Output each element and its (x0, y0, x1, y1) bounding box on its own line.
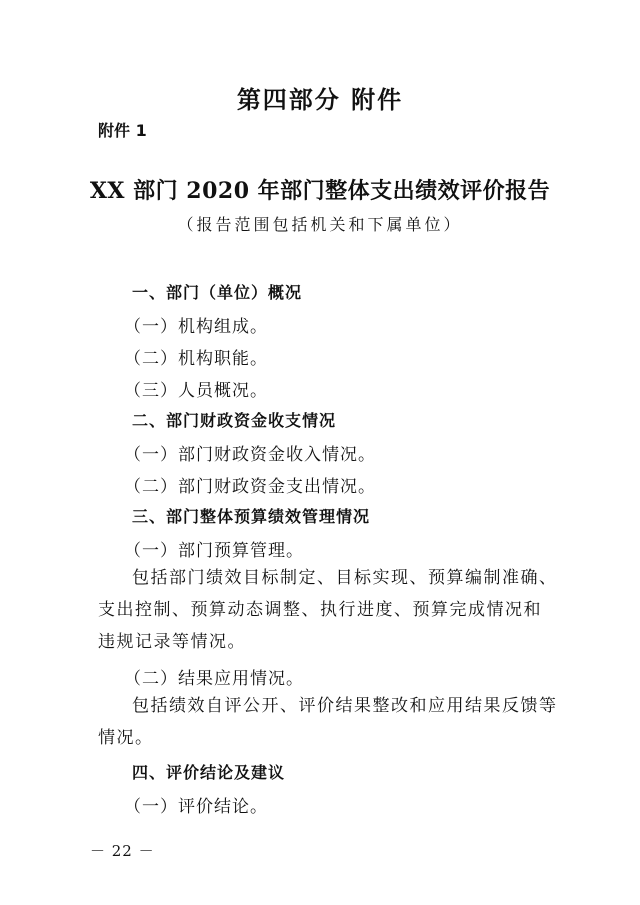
heading-budget-performance: 三、部门整体预算绩效管理情况 (132, 507, 371, 526)
item-staff-overview: （三）人员概况。 (124, 381, 268, 401)
item-funds-income: （一）部门财政资金收入情况。 (124, 445, 376, 465)
attachment-label: 附件 1 (98, 121, 147, 140)
report-subtitle: （报告范围包括机关和下属单位） (177, 215, 463, 234)
paragraph-result-application: 包括绩效自评公开、评价结果整改和应用结果反馈等情况。 (98, 696, 558, 748)
paragraph-budget-management: 包括部门绩效目标制定、目标实现、预算编制准确、支出控制、预算动态调整、执行进度、预算完成情况和违规记录等情况。 (98, 568, 558, 652)
item-organization-functions: （二）机构职能。 (124, 349, 268, 369)
heading-department-overview: 一、部门（单位）概况 (132, 283, 303, 302)
item-organization-structure: （一）机构组成。 (124, 317, 268, 337)
item-result-application: （二）结果应用情况。 (124, 669, 304, 689)
heading-conclusions: 四、评价结论及建议 (132, 763, 286, 782)
page-number: － 22 － (90, 842, 155, 860)
item-evaluation-conclusion: （一）评价结论。 (124, 797, 268, 817)
report-title: XX 部门 2020 年部门整体支出绩效评价报告 (89, 178, 551, 204)
section-title: 第四部分 附件 (236, 86, 404, 114)
heading-fiscal-funds: 二、部门财政资金收支情况 (132, 411, 337, 430)
item-budget-management: （一）部门预算管理。 (124, 541, 304, 561)
item-funds-expenditure: （二）部门财政资金支出情况。 (124, 477, 376, 497)
